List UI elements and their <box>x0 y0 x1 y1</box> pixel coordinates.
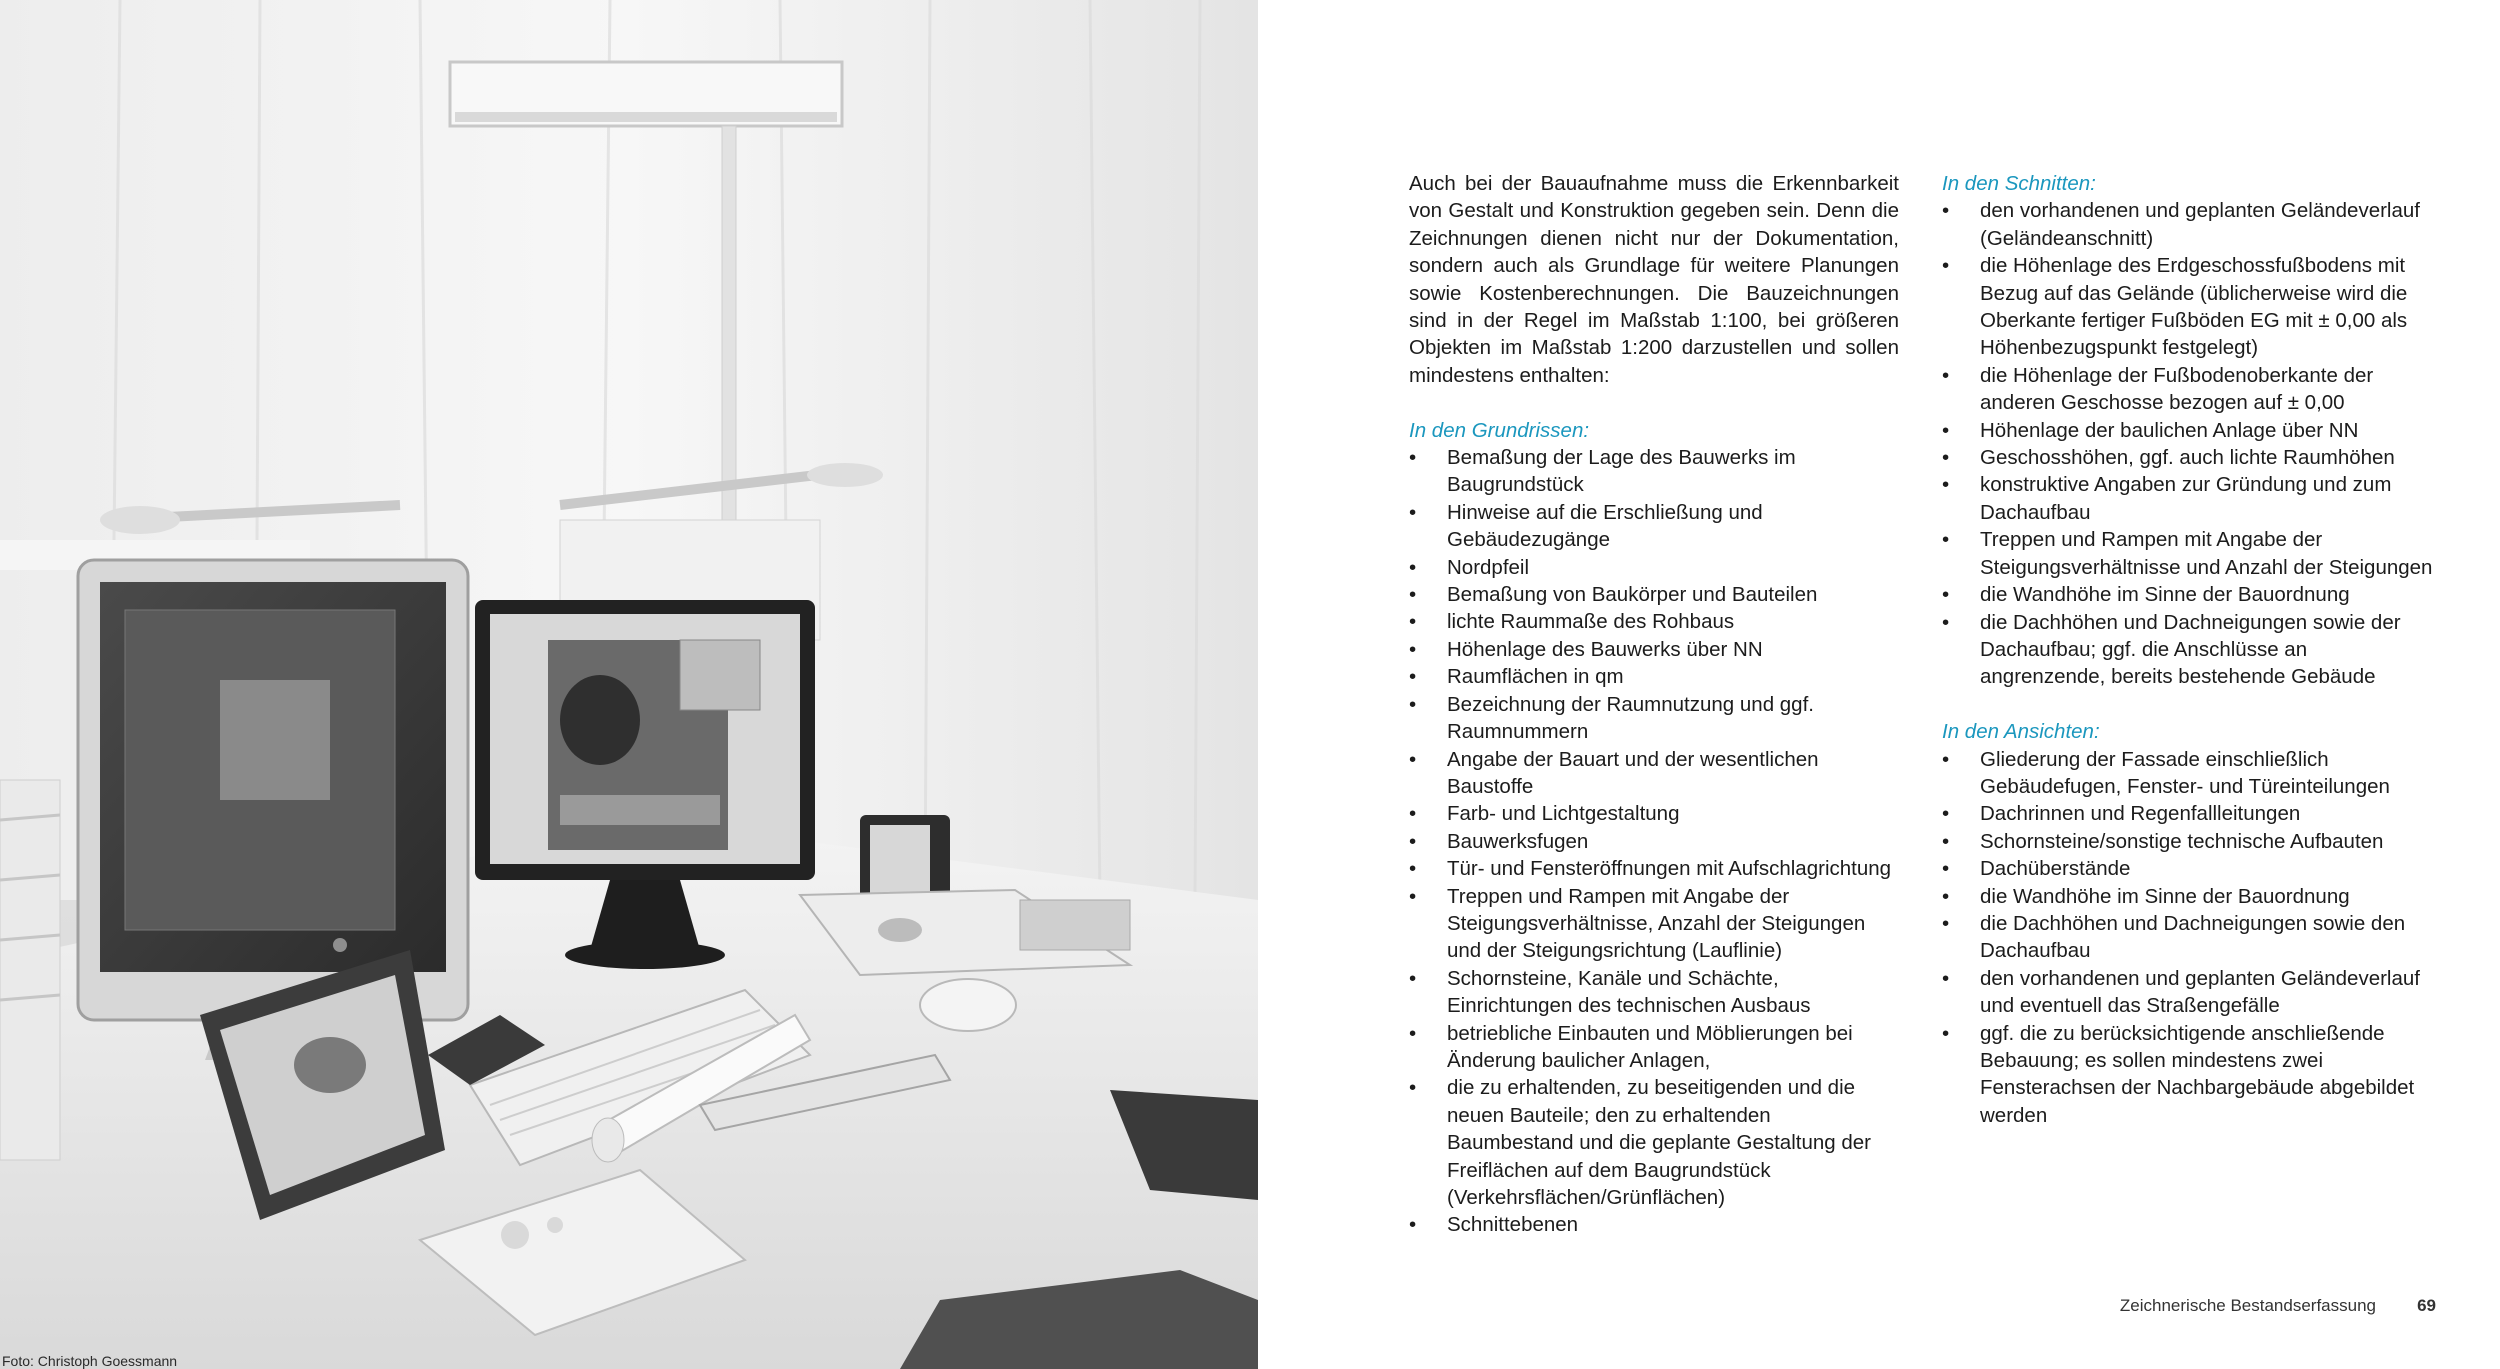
list-item: • die Wandhöhe im Sinne der Bauordnung <box>1942 581 2438 608</box>
list-item: • Treppen und Rampen mit Angabe der Steigungsverhältnisse und Anzahl der Steigungen <box>1942 526 2438 581</box>
heading-ansichten: In den Ansichten: <box>1942 720 2100 744</box>
list-item: • die zu erhaltenden, zu beseitigenden und die neuen Bauteile; den zu erhaltenden Baumbestand und die geplante Gestaltung der Freiflächen auf dem Baugrundstück (Verkehrsflächen/Grünflächen) <box>1409 1074 1899 1211</box>
list-item: • Dachrinnen und Regenfallleitungen <box>1942 800 2438 827</box>
list-item: • Angabe der Bauart und der wesentlichen Baustoffe <box>1409 746 1899 801</box>
list-item: • Bauwerksfugen <box>1409 828 1899 855</box>
list-item: • betriebliche Einbauten und Möblierungen bei Änderung baulicher Anlagen, <box>1409 1020 1899 1075</box>
list-item: • Hinweise auf die Erschließung und Gebäudezugänge <box>1409 499 1899 554</box>
list-item: • die Höhenlage des Erdgeschossfußbodens mit Bezug auf das Gelände (üblicherweise wird die Oberkante fertiger Fußböden EG mit ± 0,00 als Höhenbezugspunkt festgelegt) <box>1942 252 2438 362</box>
heading-schnitte: In den Schnitten: <box>1942 172 2096 195</box>
heading-grundrisse: In den Grundrissen: <box>1409 418 1590 442</box>
list-item: • Schornsteine/sonstige technische Aufbauten <box>1942 828 2438 855</box>
list-item: • die Wandhöhe im Sinne der Bauordnung <box>1942 883 2438 910</box>
list-item: • Treppen und Rampen mit Angabe der Steigungsverhältnisse, Anzahl der Steigungen und der Steigungsrichtung (Lauflinie) <box>1409 883 1899 965</box>
text-column-right <box>1942 170 2438 1129</box>
list-item: • Höhenlage des Bauwerks über NN <box>1409 636 1899 663</box>
list-schnitte <box>1942 197 2438 690</box>
list-item: • Schornsteine, Kanäle und Schächte, Einrichtungen des technischen Ausbaus <box>1409 965 1899 1020</box>
list-item: • ggf. die zu berücksichtigende anschließende Bebauung; es sollen mindestens zwei Fensterachsen der Nachbargebäude abgebildet werden <box>1942 1020 2438 1130</box>
paragraph-gap <box>1942 691 2438 718</box>
text-column-left <box>1409 170 1899 1239</box>
list-item: • Schnittebenen <box>1409 1211 1899 1238</box>
list-item: • den vorhandenen und geplanten Geländeverlauf (Geländeanschnitt) <box>1942 197 2438 252</box>
list-item: • Bemaßung der Lage des Bauwerks im Baugrundstück <box>1409 444 1899 499</box>
page-number: 69 <box>2417 1296 2436 1315</box>
list-item: • lichte Raummaße des Rohbaus <box>1409 608 1899 635</box>
list-item: • Farb- und Lichtgestaltung <box>1409 800 1899 827</box>
list-item: • Bezeichnung der Raumnutzung und ggf. Raumnummern <box>1409 691 1899 746</box>
list-item: • Höhenlage der baulichen Anlage über NN <box>1942 417 2438 444</box>
list-item: • die Dachhöhen und Dachneigungen sowie den Dachaufbau <box>1942 910 2438 965</box>
list-item: • Nordpfeil <box>1409 554 1899 581</box>
list-item: • Tür- und Fensteröffnungen mit Aufschlagrichtung <box>1409 855 1899 882</box>
page-footer <box>2000 1296 2438 1320</box>
list-ansichten <box>1942 746 2438 1130</box>
list-grundrisse <box>1409 444 1899 1239</box>
list-item: • Raumflächen in qm <box>1409 663 1899 690</box>
running-title: Zeichnerische Bestandserfassung <box>2119 1296 2376 1315</box>
list-item: • Dachüberstände <box>1942 855 2438 882</box>
photo-credit: Foto: Christoph Goessmann <box>2 1353 178 1369</box>
list-item: • den vorhandenen und geplanten Geländeverlauf und eventuell das Straßengefälle <box>1942 965 2438 1020</box>
list-item: • Gliederung der Fassade einschließlich Gebäudefugen, Fenster- und Türeinteilungen <box>1942 746 2438 801</box>
intro-paragraph: Auch bei der Bauaufnahme muss die Erkennbarkeit von Gestalt und Konstruktion gegeben sein. Denn die Zeichnungen dienen nicht nur der Dokumentation, sondern auch als Grundlage für weitere Planungen sowie Kostenberechnungen. Die Bauzeichnungen sind in der Regel im Maßstab 1:100, bei größeren Objekten im Maßstab 1:200 darzustellen und sollen mindestens enthalten: <box>1409 172 1899 387</box>
paragraph-gap <box>1409 389 1899 416</box>
list-item: • die Höhenlage der Fußbodenoberkante der anderen Geschosse bezogen auf ± 0,00 <box>1942 362 2438 417</box>
list-item: • konstruktive Angaben zur Gründung und zum Dachaufbau <box>1942 471 2438 526</box>
list-item: • Geschosshöhen, ggf. auch lichte Raumhöhen <box>1942 444 2438 471</box>
list-item: • Bemaßung von Baukörper und Bauteilen <box>1409 581 1899 608</box>
list-item: • die Dachhöhen und Dachneigungen sowie der Dachaufbau; ggf. die Anschlüsse an angrenzende, bereits bestehende Gebäude <box>1942 609 2438 691</box>
